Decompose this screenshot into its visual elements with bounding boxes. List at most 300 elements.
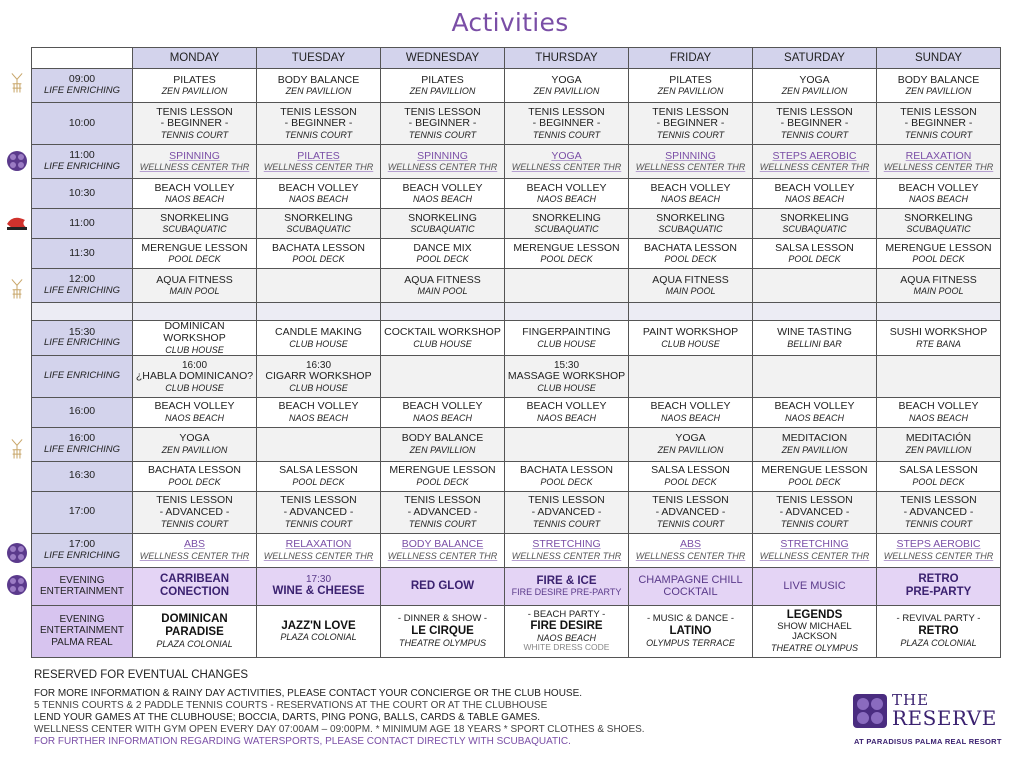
activity-cell — [753, 145, 877, 179]
activity-location: TENNIS COURT — [532, 130, 601, 141]
activity-level: - ADVANCED - — [903, 506, 974, 519]
activity-cell — [753, 355, 877, 397]
logo-the: THE — [892, 691, 930, 709]
activity-location: NAOS BEACH — [536, 194, 596, 205]
time-cell — [32, 145, 133, 179]
activity-level: - BEGINNER - — [904, 117, 973, 130]
evening-show-cell — [133, 605, 257, 657]
activity-name: BODY BALANCE — [277, 73, 360, 86]
activity-name: AQUA FITNESS — [900, 273, 977, 286]
activity-name: SALSA LESSON — [279, 464, 358, 477]
show-name: LEGENDS — [786, 608, 843, 621]
show-location: PLAZA COLONIAL — [156, 638, 233, 649]
evening-time-cell — [32, 567, 133, 605]
activity-name: TENIS LESSON — [652, 494, 729, 507]
time-cell — [32, 355, 133, 397]
activity-level: - ADVANCED - — [531, 506, 602, 519]
event-time: 17:30 — [305, 574, 332, 586]
show-subtitle: SHOW MICHAEL JACKSON — [777, 620, 852, 643]
activity-location: ZEN PAVILLION — [781, 444, 848, 455]
activity-name: PILATES — [421, 73, 464, 86]
category-label: LIFE ENRICHING — [43, 85, 120, 97]
event-name: FIRE & ICE — [536, 574, 597, 587]
activity-name: TENIS LESSON — [404, 105, 481, 118]
activity-location: CLUB HOUSE — [537, 338, 596, 349]
activity-name: PILATES — [297, 149, 340, 162]
time-label: 11:30 — [69, 246, 95, 259]
activity-name: MERENGUE LESSON — [761, 464, 868, 477]
page-title: Activities — [451, 8, 569, 37]
activity-name: BODY BALANCE — [897, 73, 980, 86]
evening-show-cell — [629, 605, 753, 657]
activity-location: CLUB HOUSE — [165, 382, 224, 393]
activity-name: SNORKELING — [284, 211, 353, 224]
activity-location: POOL DECK — [664, 476, 717, 487]
activity-name: BACHATA LESSON — [272, 241, 365, 254]
activity-name: YOGA — [675, 432, 706, 445]
activity-cell — [629, 103, 753, 145]
activity-location: WELLNESS CENTER THR — [635, 162, 746, 173]
show-name: FIRE DESIRE — [530, 620, 603, 633]
activity-level: - ADVANCED - — [655, 506, 726, 519]
evening-cell — [753, 567, 877, 605]
activity-cell — [629, 145, 753, 179]
activity-name: TENIS LESSON — [776, 494, 853, 507]
activity-location: ZEN PAVILLION — [161, 86, 228, 97]
activity-location: WELLNESS CENTER THR — [511, 550, 622, 561]
activity-cell — [381, 461, 505, 491]
activity-location: POOL DECK — [540, 254, 593, 265]
activity-cell — [629, 321, 753, 356]
activity-cell — [877, 491, 1001, 533]
activity-cell — [629, 239, 753, 269]
activity-cell — [505, 355, 629, 397]
activity-location: NAOS BEACH — [164, 412, 224, 423]
zen-pavilion-icon — [6, 278, 28, 300]
activity-cell — [257, 103, 381, 145]
evening-show-cell — [877, 605, 1001, 657]
activity-location: WELLNESS CENTER THR — [759, 550, 870, 561]
event-name: RED GLOW — [410, 579, 475, 592]
event-name: WINE & CHEESE — [272, 585, 365, 598]
show-location: THEATRE OLYMPUS — [770, 643, 859, 654]
activity-level: - ADVANCED - — [159, 506, 230, 519]
activity-name: MERENGUE LESSON — [389, 464, 496, 477]
activity-name: BEACH VOLLEY — [650, 181, 731, 194]
activity-level: - BEGINNER - — [160, 117, 229, 130]
schedule-row — [32, 239, 1001, 269]
activity-cell — [629, 533, 753, 567]
activity-cell — [629, 427, 753, 461]
activity-name: SALSA LESSON — [651, 464, 730, 477]
time-label: 17:00 — [68, 537, 96, 550]
schedule-row — [32, 269, 1001, 303]
activity-name: SALSA LESSON — [899, 464, 978, 477]
activity-location: TENNIS COURT — [656, 518, 725, 529]
activity-location: ZEN PAVILLION — [905, 444, 972, 455]
activity-location: NAOS BEACH — [660, 194, 720, 205]
activity-location: POOL DECK — [416, 476, 469, 487]
evening-label: PALMA REAL — [51, 636, 113, 648]
activity-name: DOMINICAN WORKSHOP — [163, 320, 226, 344]
time-label: 16:00 — [68, 405, 96, 418]
evening-show-cell — [753, 605, 877, 657]
activity-cell — [133, 427, 257, 461]
activity-cell — [629, 179, 753, 209]
activity-cell — [505, 397, 629, 427]
activity-name: RELAXATION — [905, 149, 972, 162]
zen-pavilion-icon — [6, 438, 28, 460]
activity-name: STEPS AEROBIC — [896, 538, 981, 551]
schedule-row — [32, 103, 1001, 145]
schedule-row — [32, 321, 1001, 356]
activity-name: DANCE MIX — [413, 241, 472, 254]
activity-location: NAOS BEACH — [536, 412, 596, 423]
activity-cell — [257, 269, 381, 303]
activity-name: MEDITACION — [781, 432, 848, 445]
info-line-tennis: 5 TENNIS COURTS & 2 PADDLE TENNIS COURTS - RESERVATIONS AT THE COURT OR AT THE CLUBHOUSE — [34, 700, 548, 711]
activity-name: BEACH VOLLEY — [526, 181, 607, 194]
activity-location: POOL DECK — [912, 254, 965, 265]
activity-name: BEACH VOLLEY — [402, 181, 483, 194]
activity-cell — [505, 179, 629, 209]
activity-location: CLUB HOUSE — [537, 382, 596, 393]
activity-name: AQUA FITNESS — [652, 273, 729, 286]
category-label: LIFE ENRICHING — [43, 369, 120, 381]
time-cell — [32, 69, 133, 103]
activity-location: TENNIS COURT — [656, 130, 725, 141]
activity-name: SALSA LESSON — [775, 241, 854, 254]
activity-location: ZEN PAVILLION — [533, 86, 600, 97]
activity-cell — [257, 321, 381, 356]
footer-notes — [34, 669, 834, 748]
activity-name: WINE TASTING — [777, 325, 852, 338]
evening-cell — [133, 567, 257, 605]
event-name: LIVE MUSIC — [783, 579, 846, 592]
activity-name: BEACH VOLLEY — [154, 181, 235, 194]
activity-location: WELLNESS CENTER THR — [635, 550, 746, 561]
activity-name: TENIS LESSON — [156, 105, 233, 118]
show-name-line2: PARADISE — [165, 626, 224, 639]
activity-cell — [877, 355, 1001, 397]
activity-cell — [505, 69, 629, 103]
activity-name: BEACH VOLLEY — [402, 400, 483, 413]
activity-name: BEACH VOLLEY — [898, 181, 979, 194]
activity-location: WELLNESS CENTER THR — [387, 162, 498, 173]
day-header-saturday: SATURDAY — [753, 48, 877, 69]
activity-cell — [753, 461, 877, 491]
activity-cell — [133, 103, 257, 145]
event-name-line2: PRE-PARTY — [905, 586, 972, 599]
activity-name: BODY BALANCE — [401, 538, 484, 551]
show-location: PLAZA COLONIAL — [280, 632, 357, 643]
activity-cell — [381, 209, 505, 239]
activity-cell — [877, 145, 1001, 179]
separator-cell — [629, 303, 753, 321]
activities-schedule-table — [31, 47, 1001, 658]
activity-cell — [133, 533, 257, 567]
activity-location: TENNIS COURT — [904, 518, 973, 529]
activity-location: WELLNESS CENTER THR — [263, 162, 374, 173]
schedule-row — [32, 533, 1001, 567]
time-label: 17:00 — [68, 505, 96, 518]
activity-cell — [753, 533, 877, 567]
activity-cell — [257, 69, 381, 103]
activity-cell — [877, 69, 1001, 103]
activity-cell — [133, 355, 257, 397]
activity-name: SNORKELING — [780, 211, 849, 224]
activity-name: SNORKELING — [532, 211, 601, 224]
activity-location: SCUBAQUATIC — [162, 224, 227, 235]
activity-name: COCKTAIL WORKSHOP — [384, 325, 501, 338]
day-header-thursday: THURSDAY — [505, 48, 629, 69]
header-corner — [32, 48, 133, 69]
info-line-games: LEND YOUR GAMES AT THE CLUBHOUSE; BOCCIA, DARTS, PING PONG, BALLS, CARDS & TABLE GAMES. — [34, 712, 541, 723]
activity-location: CLUB HOUSE — [413, 338, 472, 349]
show-location: THEATRE OLYMPUS — [398, 637, 487, 648]
activity-name: SNORKELING — [904, 211, 973, 224]
activity-cell — [257, 209, 381, 239]
activity-location: TENNIS COURT — [408, 518, 477, 529]
schedule-row — [32, 355, 1001, 397]
reserve-emblem-icon — [852, 693, 888, 729]
event-name-line2: COCKTAIL — [663, 586, 718, 599]
activity-cell — [505, 533, 629, 567]
activity-name: MASSAGE WORKSHOP — [507, 369, 626, 382]
time-label: 11:00 — [69, 149, 95, 162]
category-label: LIFE ENRICHING — [43, 443, 120, 455]
show-name: JAZZ'N LOVE — [281, 619, 356, 632]
activity-cell — [505, 209, 629, 239]
activity-name: SNORKELING — [408, 211, 477, 224]
reserve-emblem-icon — [6, 574, 28, 596]
activity-location: TENNIS COURT — [780, 518, 849, 529]
activity-cell — [381, 533, 505, 567]
activity-level: - BEGINNER - — [780, 117, 849, 130]
reserved-changes-note: RESERVED FOR EVENTUAL CHANGES — [34, 669, 249, 681]
activity-location: MAIN POOL — [417, 286, 468, 297]
activity-location: CLUB HOUSE — [289, 338, 348, 349]
activity-name: BACHATA LESSON — [520, 464, 613, 477]
activity-cell — [133, 269, 257, 303]
activity-name: BEACH VOLLEY — [650, 400, 731, 413]
activity-cell — [133, 209, 257, 239]
time-cell — [32, 269, 133, 303]
activity-location: RTE BANA — [916, 338, 961, 349]
activity-name: AQUA FITNESS — [156, 273, 233, 286]
show-name: DOMINICAN — [161, 613, 228, 626]
time-cell — [32, 461, 133, 491]
activity-location: NAOS BEACH — [288, 412, 348, 423]
time-cell — [32, 239, 133, 269]
activity-cell — [753, 491, 877, 533]
event-name: CARRIBEAN — [160, 573, 229, 586]
activity-name: SUSHI WORKSHOP — [889, 325, 988, 338]
separator-cell — [257, 303, 381, 321]
separator-cell — [32, 303, 133, 321]
activity-name: PILATES — [173, 73, 216, 86]
evening-cell — [257, 567, 381, 605]
activity-name: AQUA FITNESS — [404, 273, 481, 286]
activity-location: POOL DECK — [540, 476, 593, 487]
time-label: 12:00 — [68, 273, 96, 286]
day-header-tuesday: TUESDAY — [257, 48, 381, 69]
activity-name: STRETCHING — [532, 538, 601, 551]
wellness-center-icon — [6, 542, 28, 564]
activity-name: YOGA — [799, 73, 830, 86]
activity-level: - ADVANCED - — [407, 506, 478, 519]
activity-name: SPINNING — [417, 149, 468, 162]
activity-cell — [753, 179, 877, 209]
day-header-monday: MONDAY — [133, 48, 257, 69]
activity-location: NAOS BEACH — [908, 194, 968, 205]
activity-cell — [257, 397, 381, 427]
activity-name: TENIS LESSON — [156, 494, 233, 507]
evening-entertainment-row — [32, 567, 1001, 605]
activity-cell — [877, 269, 1001, 303]
activity-location: POOL DECK — [416, 254, 469, 265]
activity-cell — [133, 179, 257, 209]
activity-cell — [877, 179, 1001, 209]
activity-name: TENIS LESSON — [280, 105, 357, 118]
activity-location: POOL DECK — [292, 254, 345, 265]
activity-cell — [753, 321, 877, 356]
activity-name: RELAXATION — [285, 538, 352, 551]
activity-cell — [505, 103, 629, 145]
separator-row — [32, 303, 1001, 321]
activity-cell — [133, 397, 257, 427]
activity-cell — [505, 239, 629, 269]
event-name-line2: CONECTION — [160, 586, 229, 599]
evening-label: ENTERTAINMENT — [39, 586, 125, 598]
activity-name: BEACH VOLLEY — [774, 181, 855, 194]
activity-cell — [381, 397, 505, 427]
activity-cell — [257, 461, 381, 491]
activity-location: ZEN PAVILLION — [905, 86, 972, 97]
time-label: 16:00 — [68, 431, 96, 444]
activity-location: CLUB HOUSE — [289, 382, 348, 393]
activity-location: NAOS BEACH — [164, 194, 224, 205]
dress-code-note: WHITE DRESS CODE — [523, 642, 610, 653]
separator-cell — [505, 303, 629, 321]
activity-cell — [257, 355, 381, 397]
activity-name: BEACH VOLLEY — [278, 400, 359, 413]
info-line-watersports: FOR FURTHER INFORMATION REGARDING WATERSPORTS, PLEASE CONTACT DIRECTLY WITH SCUBAQUATIC. — [34, 736, 571, 747]
time-label: 16:30 — [68, 469, 96, 482]
evening-cell — [381, 567, 505, 605]
time-cell — [32, 321, 133, 356]
activity-location: POOL DECK — [912, 476, 965, 487]
evening-label: EVENING — [59, 614, 105, 626]
activity-name: PAINT WORKSHOP — [642, 325, 739, 338]
activity-cell — [753, 69, 877, 103]
activity-cell — [629, 269, 753, 303]
time-cell — [32, 209, 133, 239]
evening-palma-real-row — [32, 605, 1001, 657]
activity-location: SCUBAQUATIC — [782, 224, 847, 235]
activity-name: SNORKELING — [160, 211, 229, 224]
activity-location: MAIN POOL — [913, 286, 964, 297]
activity-location: ZEN PAVILLION — [285, 86, 352, 97]
activity-cell — [753, 427, 877, 461]
show-location: PLAZA COLONIAL — [900, 637, 977, 648]
show-location: NAOS BEACH — [536, 633, 596, 644]
time-cell — [32, 397, 133, 427]
activity-cell — [133, 69, 257, 103]
activity-location: POOL DECK — [168, 476, 221, 487]
evening-label: ENTERTAINMENT — [39, 625, 125, 637]
activity-cell — [877, 397, 1001, 427]
activity-cell — [257, 427, 381, 461]
activity-cell — [629, 355, 753, 397]
activity-location: POOL DECK — [292, 476, 345, 487]
activity-cell — [257, 491, 381, 533]
activity-cell — [505, 461, 629, 491]
activity-location: SCUBAQUATIC — [534, 224, 599, 235]
event-name: RETRO — [918, 573, 959, 586]
info-line-wellness: WELLNESS CENTER WITH GYM OPEN EVERY DAY 07:00AM – 09:00PM. * MINIMUM AGE 18 YEARS * SPORT CLOTHES & SHOES. — [34, 724, 645, 735]
evening-cell — [877, 567, 1001, 605]
activity-level: - ADVANCED - — [779, 506, 850, 519]
show-name: RETRO — [918, 624, 959, 637]
activity-name: YOGA — [551, 73, 582, 86]
activity-time: 15:30 — [553, 359, 580, 371]
activity-name: BEACH VOLLEY — [526, 400, 607, 413]
time-label: 15:30 — [68, 325, 96, 338]
activity-location: TENNIS COURT — [160, 518, 229, 529]
activity-location: ZEN PAVILLION — [409, 86, 476, 97]
activity-location: CLUB HOUSE — [165, 344, 224, 355]
activity-location: NAOS BEACH — [412, 194, 472, 205]
show-name: LATINO — [669, 624, 712, 637]
activity-level: - BEGINNER - — [656, 117, 725, 130]
activity-location: ZEN PAVILLION — [657, 444, 724, 455]
activity-location: NAOS BEACH — [288, 194, 348, 205]
activity-name: SPINNING — [169, 149, 220, 162]
activity-cell — [877, 209, 1001, 239]
activity-name: TENIS LESSON — [528, 494, 605, 507]
schedule-row — [32, 397, 1001, 427]
activity-cell — [629, 397, 753, 427]
separator-cell — [381, 303, 505, 321]
separator-cell — [877, 303, 1001, 321]
activity-location: SCUBAQUATIC — [658, 224, 723, 235]
activity-location: POOL DECK — [168, 254, 221, 265]
event-name: CHAMPAGNE CHILL — [638, 573, 743, 586]
activity-location: SCUBAQUATIC — [286, 224, 351, 235]
wellness-center-icon — [6, 150, 28, 172]
activity-cell — [877, 533, 1001, 567]
activity-cell — [381, 69, 505, 103]
activity-location: ZEN PAVILLION — [657, 86, 724, 97]
activity-name: STEPS AEROBIC — [772, 149, 857, 162]
activity-time: 16:00 — [181, 359, 208, 371]
activity-location: WELLNESS CENTER THR — [759, 162, 870, 173]
activity-location: TENNIS COURT — [284, 518, 353, 529]
activity-cell — [133, 461, 257, 491]
activity-name: BEACH VOLLEY — [898, 400, 979, 413]
scubaquatic-icon — [5, 212, 29, 234]
activity-location: WELLNESS CENTER THR — [883, 550, 994, 561]
activity-cell — [753, 239, 877, 269]
activity-cell — [133, 321, 257, 356]
activity-location: MAIN POOL — [169, 286, 220, 297]
activity-name: CANDLE MAKING — [275, 325, 362, 338]
activity-name: STRETCHING — [780, 538, 849, 551]
event-subtitle: FIRE DESIRE PRE-PARTY — [511, 587, 622, 598]
activity-cell — [505, 491, 629, 533]
activity-location: ZEN PAVILLION — [409, 444, 476, 455]
